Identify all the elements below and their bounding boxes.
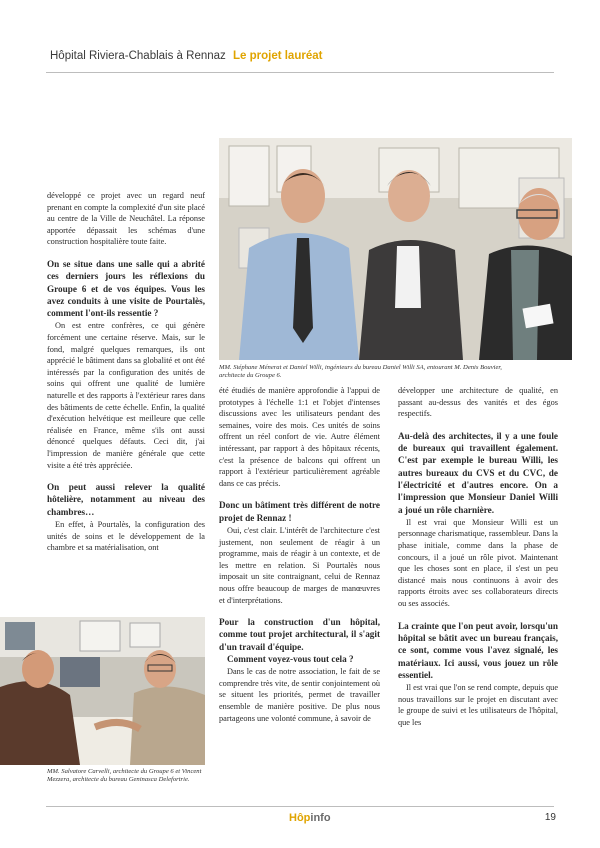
- photo-bottom-caption: MM. Salvatore Carvelli, architecte du Groupe 6 et Vincent Mezzera, architecte du bureau Geninasca Delefortrie.: [47, 768, 202, 784]
- col2-question: Pour la construction d'un hôpital, comme tout projet architectural, il s'agit d'un travail d'équipe.: [219, 617, 380, 652]
- col2-paragraph: été étudiés de manière approfondie à l'appui de prototypes à l'échelle 1:1 et l'objet d'intenses discussions avec les utilisateurs pendant des semaines, voire des mois. Ces unités de soins offrent un réel confort de vie. Autre élément intéressant, par rapport à des hôpitaux récents, c'est la présence de balcons qui offrent un rapport à l'extérieur particulièrement agréable dans ce cas précis.: [219, 386, 380, 488]
- logo-part-info: info: [310, 812, 331, 824]
- col1-paragraph: En effet, à Pourtalès, la configuration des unités de soins et le développement de la chambre et sa matérialisation, ont: [47, 520, 205, 553]
- hopinfo-logo: [289, 812, 331, 824]
- col3-paragraph: Il est vrai que l'on se rend compte, depuis que nous travaillons sur le projet en discutant avec le groupe de suivi et les utilisateurs de l'hôpital, que les: [398, 683, 558, 727]
- col3-paragraph: développer une architecture de qualité, en passant au-dessus des vanités et des égos respectifs.: [398, 386, 558, 419]
- col2-question: Donc un bâtiment très différent de notre projet de Rennaz !: [219, 500, 380, 523]
- header-rule: [46, 72, 554, 73]
- footer-rule: [46, 806, 554, 807]
- column-2: [219, 385, 380, 724]
- photo-three-men-image: [219, 138, 572, 360]
- header-title: Hôpital Riviera-Chablais à Rennaz: [50, 50, 226, 62]
- column-1: [47, 190, 205, 554]
- col2-paragraph: Oui, c'est clair. L'intérêt de l'architecture c'est justement, non seulement de réagir à un programme, mais de réagir à un contexte, et de les mettre en relation. Si Pourtalès nous imposait un site contraignant, celui de Rennaz nous offre beaucoup de marges de manœuvres et d'interprétations.: [219, 525, 380, 605]
- running-header: [50, 50, 322, 62]
- col3-paragraph: Il est vrai que Monsieur Willi est un personnage charismatique, rassembleur. Dans la phase initiale, comme dans la phase de concours, il a joué un rôle pivot. Maintenant que les choses sont en place, il s'est un peu distancé mais nous continuons à avoir des rapports étroits avec ses collaborateurs directs ou ses associés.: [398, 517, 558, 609]
- header-section: Le projet lauréat: [232, 50, 323, 62]
- col2-paragraph: Dans le cas de notre association, le fait de se comprendre très vite, de sentir conjointement où se situent les priorités, permet de travailler ensemble de manière positive. De plus nous partageons une volonté commune, à savoir de: [219, 667, 380, 723]
- col1-question: On se situe dans une salle qui a abrité ces derniers jours les réflexions du Groupe 6 et de vos équipes. Vous les avez conduits à une visite de Pourtalès, comment l'ont-ils ressentie ?: [47, 258, 205, 319]
- column-3: [398, 385, 558, 728]
- logo-part-hop: Hôp: [289, 812, 311, 824]
- col1-paragraph: développé ce projet avec un regard neuf prenant en compte la complexité d'un site placé au centre de la Ville de Neuchâtel. La réponse apportée dépassait les schémas d'une construction hospitalière toute faite.: [47, 191, 205, 247]
- col1-paragraph: On est entre confrères, ce qui génère forcément une certaine réserve. Mais, sur le fond, malgré quelques remarques, ils ont apprécié le bâtiment dans sa globalité et ont été intéressés par la configuration des unités de soins qui offrent une qualité de lumière naturelle et des rapports à l'extérieur rares dans des bâtiments de cette échelle. Enfin, la qualité d'exécution helvétique est meilleure que celle réalisée en France, même s'ils ont aussi dénoncé quelques défauts. Ceci dit, j'ai l'impression de manière générale que cette visite a été très appréciée.: [47, 321, 205, 470]
- col3-question: La crainte que l'on peut avoir, lorsqu'un hôpital se bâtit avec un bureau français, ce sont, comme vous l'avez signalé, les matériaux. Ici aussi, vous jouez un rôle essentiel.: [398, 620, 558, 680]
- page-number: 19: [544, 812, 556, 823]
- col2-question: Comment voyez-vous tout cela ?: [227, 653, 354, 664]
- photo-two-architects-image: [0, 617, 205, 765]
- photo-three-men: [219, 138, 572, 360]
- col1-question: On peut aussi relever la qualité hôtelière, notamment au niveau des chambres…: [47, 482, 205, 517]
- photo-top-caption: MM. Stéphane Ménerat et Daniel Willi, ingénieurs du bureau Daniel Willi SA, entourant M. Denis Bouvier, architecte du Groupe 6.: [219, 364, 502, 380]
- photo-two-architects: [0, 617, 205, 765]
- col3-question: Au-delà des architectes, il y a une foule de bureaux qui travaillent également. C'est par exemple le bureau Willi, les autres bureaux du CVS et du CVC, de l'électricité et d'autres encore. On a l'impression que Monsieur Daniel Willi a joué un rôle charnière.: [398, 430, 558, 515]
